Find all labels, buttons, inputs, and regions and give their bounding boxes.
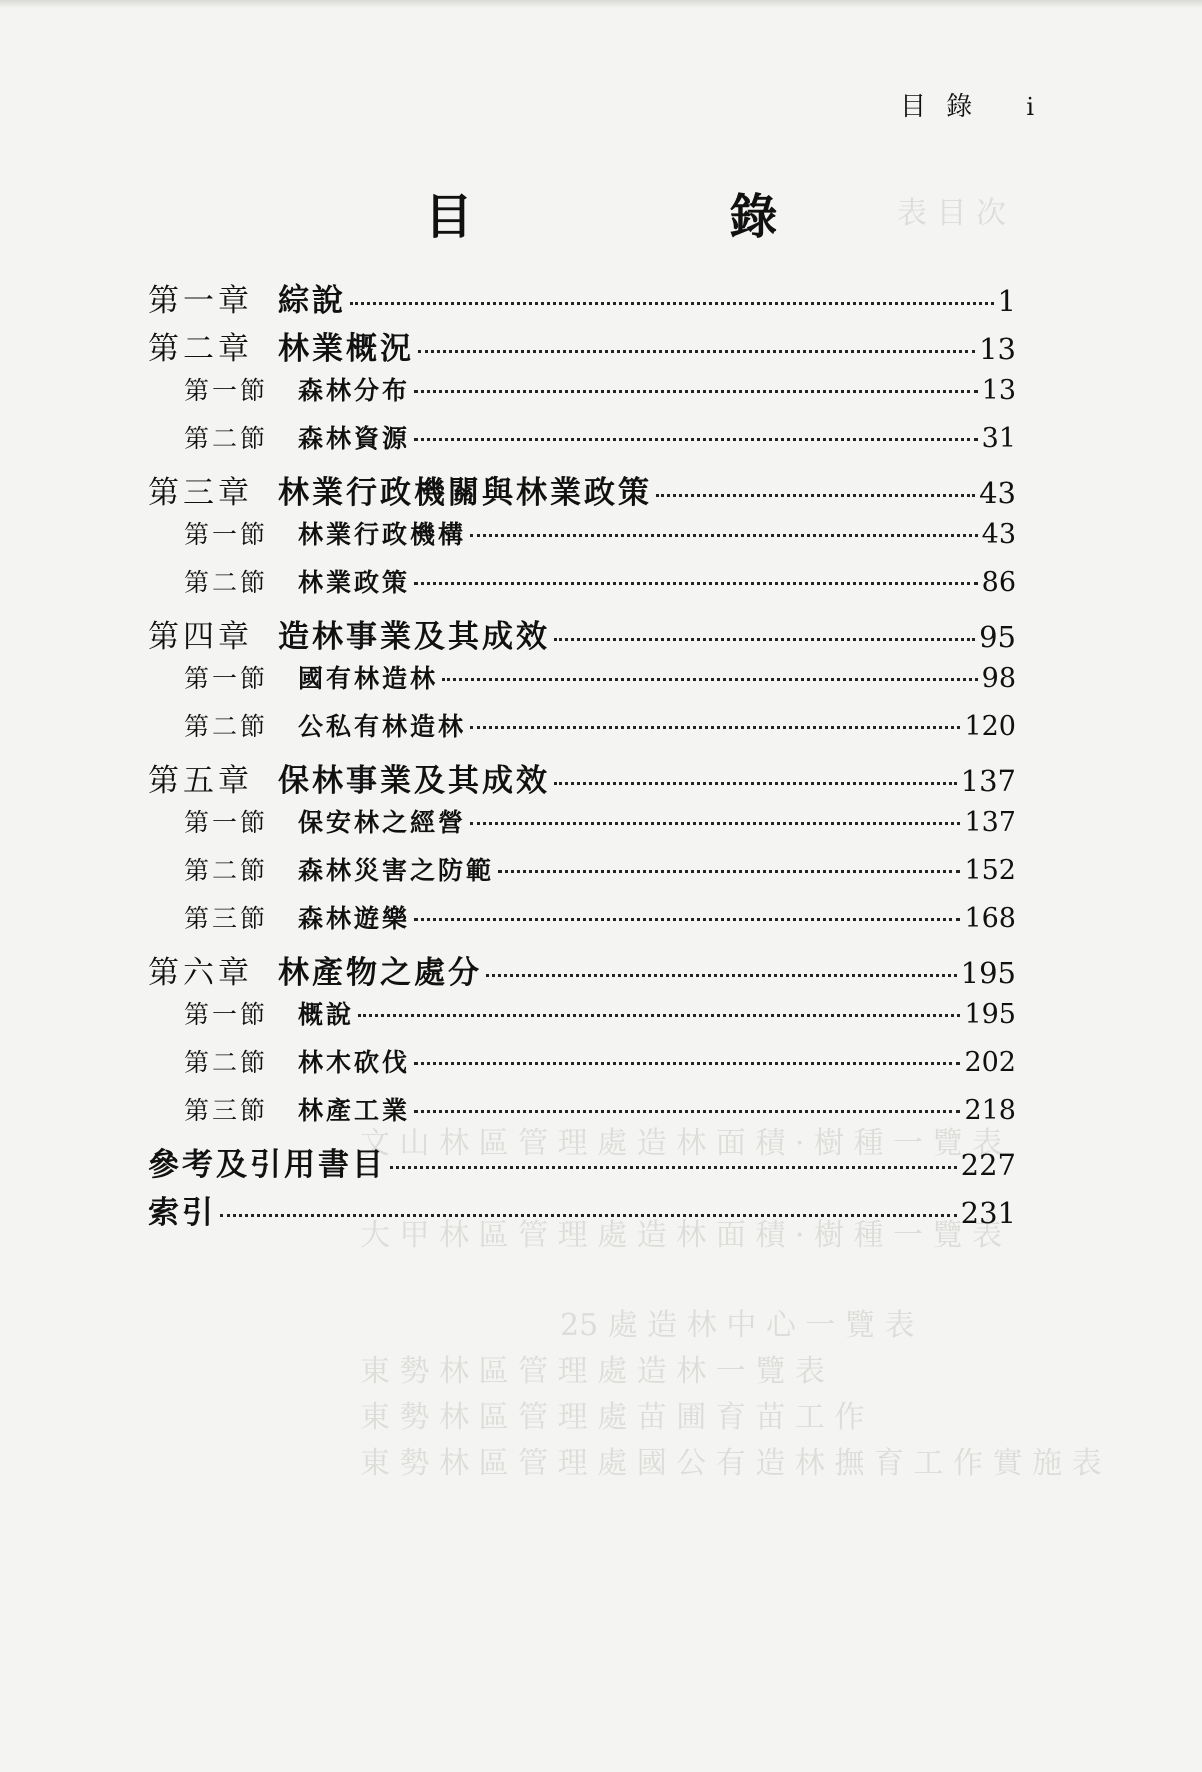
page-number: 95 [979,620,1016,654]
bleed-through-text: 東 勢 林 區 管 理 處 苗 圃 育 苗 工 作 [360,1400,865,1435]
running-header [900,86,1034,123]
dot-leader [442,678,978,681]
page-number: 137 [964,807,1016,838]
chapter-label: 第一章 [148,283,253,319]
toc-chapter-entry [148,323,1016,371]
page-title: 目 錄 [424,189,898,245]
toc-chapter-entry [148,1187,1016,1235]
bleed-through-text: 大 甲 林 區 管 理 處 造 林 面 積 · 樹 種 一 覽 表 [360,1218,1003,1253]
section-label: 第二節 [184,1048,269,1077]
bleed-through-text: 東 勢 林 區 管 理 處 造 林 一 覽 表 [360,1354,825,1389]
toc-section-entry [148,899,1016,947]
chapter-label: 第五章 [148,763,253,799]
section-title: 林木砍伐 [298,1048,411,1077]
chapter-title: 林業概況 [278,331,414,367]
section-title: 公私有林造林 [298,712,467,741]
dot-leader [656,494,975,497]
dot-leader [486,974,957,977]
toc-section-entry [148,1043,1016,1091]
chapter-label: 第二章 [148,331,253,367]
dot-leader [390,1166,957,1169]
table-of-contents [148,275,1016,1235]
page-number: 137 [960,764,1016,798]
page-number: 168 [964,903,1016,934]
page-number: 152 [964,855,1016,886]
section-label: 第二節 [184,856,269,885]
toc-section-entry [148,995,1016,1043]
section-label: 第二節 [184,424,269,453]
chapter-title: 林產物之處分 [278,955,482,991]
page-number: 218 [964,1095,1016,1126]
chapter-title: 索引 [148,1195,216,1231]
section-title: 森林災害之防範 [298,856,495,885]
section-title: 森林資源 [298,424,411,453]
dot-leader [350,302,994,305]
chapter-title: 造林事業及其成效 [278,619,550,655]
section-title: 概說 [298,1000,355,1029]
toc-chapter-entry [148,467,1016,515]
running-header-page-number: i [1026,93,1034,121]
page-number: 231 [960,1196,1016,1230]
chapter-title: 綜說 [278,283,346,319]
page-number: 31 [981,423,1016,454]
section-title: 森林分布 [298,376,411,405]
dot-leader [554,638,975,641]
dot-leader [498,870,960,873]
dot-leader [414,918,960,921]
section-title: 林產工業 [298,1096,411,1125]
toc-chapter-entry [148,755,1016,803]
dot-leader [470,534,978,537]
section-label: 第一節 [184,808,269,837]
dot-leader [414,582,978,585]
section-label: 第二節 [184,568,269,597]
toc-section-entry [148,707,1016,755]
page-number: 43 [979,476,1016,510]
dot-leader [414,438,978,441]
page-number: 1 [997,284,1016,318]
toc-section-entry [148,419,1016,467]
chapter-label: 第四章 [148,619,253,655]
page-number: 195 [964,999,1016,1030]
chapter-title: 林業行政機關與林業政策 [278,475,652,511]
toc-chapter-entry [148,275,1016,323]
dot-leader [418,350,975,353]
chapter-label: 第六章 [148,955,253,991]
section-label: 第一節 [184,376,269,405]
section-label: 第二節 [184,712,269,741]
toc-section-entry [148,563,1016,611]
dot-leader [554,782,957,785]
section-title: 國有林造林 [298,664,439,693]
page-number: 195 [960,956,1016,990]
bleed-through-text: 25 處 造 林 中 心 一 覽 表 [560,1308,915,1343]
section-title: 保安林之經營 [298,808,467,837]
dot-leader [414,1062,960,1065]
dot-leader [414,1110,960,1113]
toc-section-entry [148,1091,1016,1139]
section-title: 林業行政機構 [298,520,467,549]
dot-leader [358,1014,960,1017]
page-number: 98 [981,663,1016,694]
dot-leader [470,726,960,729]
running-header-title: 目 錄 [900,92,979,122]
page-number: 13 [979,332,1016,366]
section-label: 第一節 [184,1000,269,1029]
toc-section-entry [148,803,1016,851]
page-top-edge [0,0,1202,8]
section-label: 第一節 [184,664,269,693]
dot-leader [220,1214,957,1217]
section-label: 第三節 [184,904,269,933]
toc-section-entry [148,515,1016,563]
chapter-title: 保林事業及其成效 [278,763,550,799]
toc-chapter-entry [148,1139,1016,1187]
bleed-through-text: 文 山 林 區 管 理 處 造 林 面 積 · 樹 種 一 覽 表 [360,1126,1003,1161]
bleed-through-text: 東 勢 林 區 管 理 處 國 公 有 造 林 撫 育 工 作 實 施 表 [360,1446,1102,1481]
toc-chapter-entry [148,611,1016,659]
section-label: 第三節 [184,1096,269,1125]
page-number: 13 [981,375,1016,406]
dot-leader [470,822,960,825]
section-label: 第一節 [184,520,269,549]
bleed-through-text: 表 目 次 [896,196,1006,231]
page-number: 43 [981,519,1016,550]
toc-section-entry [148,659,1016,707]
section-title: 林業政策 [298,568,411,597]
section-title: 森林遊樂 [298,904,411,933]
page-number: 120 [964,711,1016,742]
page-number: 227 [960,1148,1016,1182]
page-number: 202 [964,1047,1016,1078]
page-number: 86 [981,567,1016,598]
toc-section-entry [148,851,1016,899]
chapter-label: 第三章 [148,475,253,511]
toc-section-entry [148,371,1016,419]
chapter-title: 參考及引用書目 [148,1147,386,1183]
toc-chapter-entry [148,947,1016,995]
dot-leader [414,390,978,393]
